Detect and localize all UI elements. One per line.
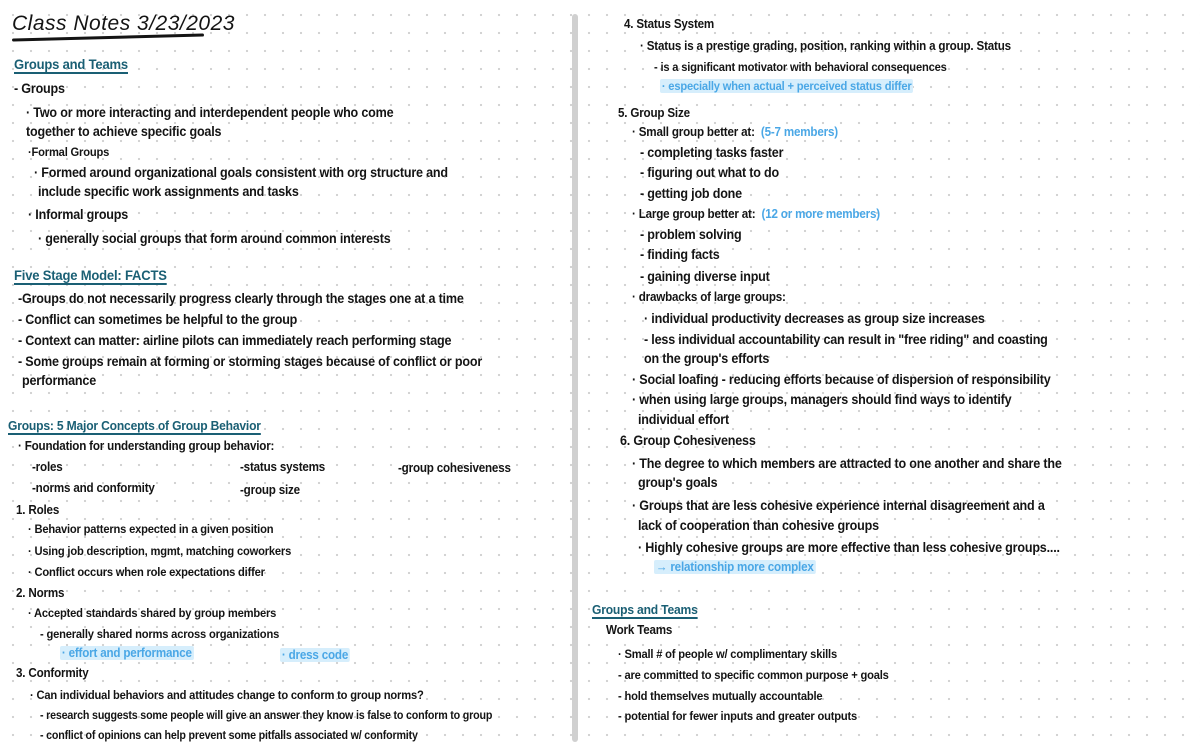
note-line: - conflict of opinions can help prevent some pitfalls associated w/ conformity [40, 730, 418, 742]
note-line: -Groups do not necessarily progress clearly through the stages one at a time [18, 291, 464, 306]
note-line: - research suggests some people will give an answer they know is false to conform to group [40, 710, 493, 722]
note-line: · Status is a prestige grading, position, ranking within a group. Status [640, 39, 1011, 53]
note-line: - completing tasks faster [640, 145, 784, 160]
concept-item: -group size [240, 483, 300, 497]
annotation-line: · dress code [281, 648, 349, 662]
note-line: - are committed to specific common purpose + goals [618, 668, 889, 682]
note-line: · Conflict occurs when role expectations differ [28, 565, 265, 579]
note-line: · Can individual behaviors and attitudes change to conform to group norms? [30, 688, 424, 702]
note-line: · Two or more interacting and interdependent people who come [26, 105, 394, 120]
note-line: - Context can matter: airline pilots can immediately reach performing stage [18, 333, 452, 348]
note-line: · Using job description, mgmt, matching coworkers [28, 544, 292, 558]
note-line: · when using large groups, managers should find ways to identify [632, 392, 1012, 407]
heading-groups-and-teams-2: Groups and Teams [592, 602, 698, 617]
note-line: 5. Group Size [618, 106, 690, 120]
note-line: Work Teams [606, 623, 673, 637]
note-line: · Highly cohesive groups are more effective than less cohesive groups.... [638, 540, 1060, 555]
note-line: - figuring out what to do [640, 165, 780, 180]
note-line: - getting job done [640, 186, 742, 201]
note-line: · Foundation for understanding group behavior: [18, 439, 275, 453]
note-line: · Small group better at: (5-7 members) [632, 125, 838, 139]
note-line: · Large group better at: (12 or more members) [632, 207, 880, 221]
note-line: - finding facts [640, 247, 720, 262]
notes-right-column [584, 0, 1200, 750]
note-line: - is a significant motivator with behavioral consequences [654, 60, 947, 74]
note-line: · Formed around organizational goals consistent with org structure and [34, 165, 448, 180]
concept-item: -group cohesiveness [398, 461, 511, 475]
annotation-line: · effort and performance [61, 646, 192, 660]
note-line: on the group's efforts [644, 351, 770, 366]
note-line: 6. Group Cohesiveness [620, 433, 756, 448]
note-line: include specific work assignments and tasks [38, 184, 299, 199]
note-line: · Small # of people w/ complimentary skills [618, 647, 838, 661]
note-line: - problem solving [640, 227, 742, 242]
note-line: performance [22, 373, 97, 388]
column-divider [572, 14, 578, 742]
note-line: 3. Conformity [16, 666, 89, 680]
concept-item: -status systems [240, 460, 326, 474]
note-line: 2. Norms [16, 586, 65, 600]
note-line: · The degree to which members are attracted to one another and share the [632, 456, 1062, 471]
note-line: - Conflict can sometimes be helpful to the group [18, 312, 298, 327]
heading-major-concepts: Groups: 5 Major Concepts of Group Behavior [8, 418, 261, 433]
note-line: 1. Roles [16, 503, 60, 517]
note-line: ·Formal Groups [28, 145, 110, 159]
heading-groups-and-teams: Groups and Teams [14, 56, 128, 72]
note-line: · generally social groups that form around common interests [38, 231, 391, 246]
note-line: group's goals [638, 475, 718, 490]
concept-item: -roles [32, 460, 63, 474]
note-line: · Social loafing - reducing efforts because of dispersion of responsibility [632, 372, 1051, 387]
note-line: · Informal groups [28, 207, 129, 222]
notes-title: Class Notes 3/23/2023 [12, 12, 235, 35]
note-line: lack of cooperation than cohesive groups [638, 518, 879, 533]
note-line: · Behavior patterns expected in a given position [28, 522, 274, 536]
note-line: - Some groups remain at forming or storming stages because of conflict or poor [18, 354, 483, 369]
note-line: - gaining diverse input [640, 269, 770, 284]
concept-item: -norms and conformity [32, 481, 155, 495]
note-line: - hold themselves mutually accountable [618, 689, 823, 703]
notes-left-column [0, 0, 572, 750]
annotation-line: · especially when actual + perceived status differ [661, 79, 912, 93]
note-line: · drawbacks of large groups: [632, 290, 786, 304]
note-line: · Accepted standards shared by group members [28, 606, 277, 620]
note-line: - potential for fewer inputs and greater outputs [618, 709, 858, 723]
note-line: 4. Status System [624, 17, 715, 31]
note-line: together to achieve specific goals [26, 124, 222, 139]
heading-five-stage-model: Five Stage Model: FACTS [14, 267, 167, 283]
note-line: - Groups [14, 81, 65, 96]
note-line: - less individual accountability can result in "free riding" and coasting [644, 332, 1048, 347]
note-line: · individual productivity decreases as group size increases [644, 311, 985, 326]
annotation-line: → relationship more complex [655, 560, 814, 574]
note-line: · Groups that are less cohesive experience internal disagreement and a [632, 498, 1045, 513]
note-line: - generally shared norms across organizations [40, 627, 280, 641]
note-line: individual effort [638, 412, 730, 427]
